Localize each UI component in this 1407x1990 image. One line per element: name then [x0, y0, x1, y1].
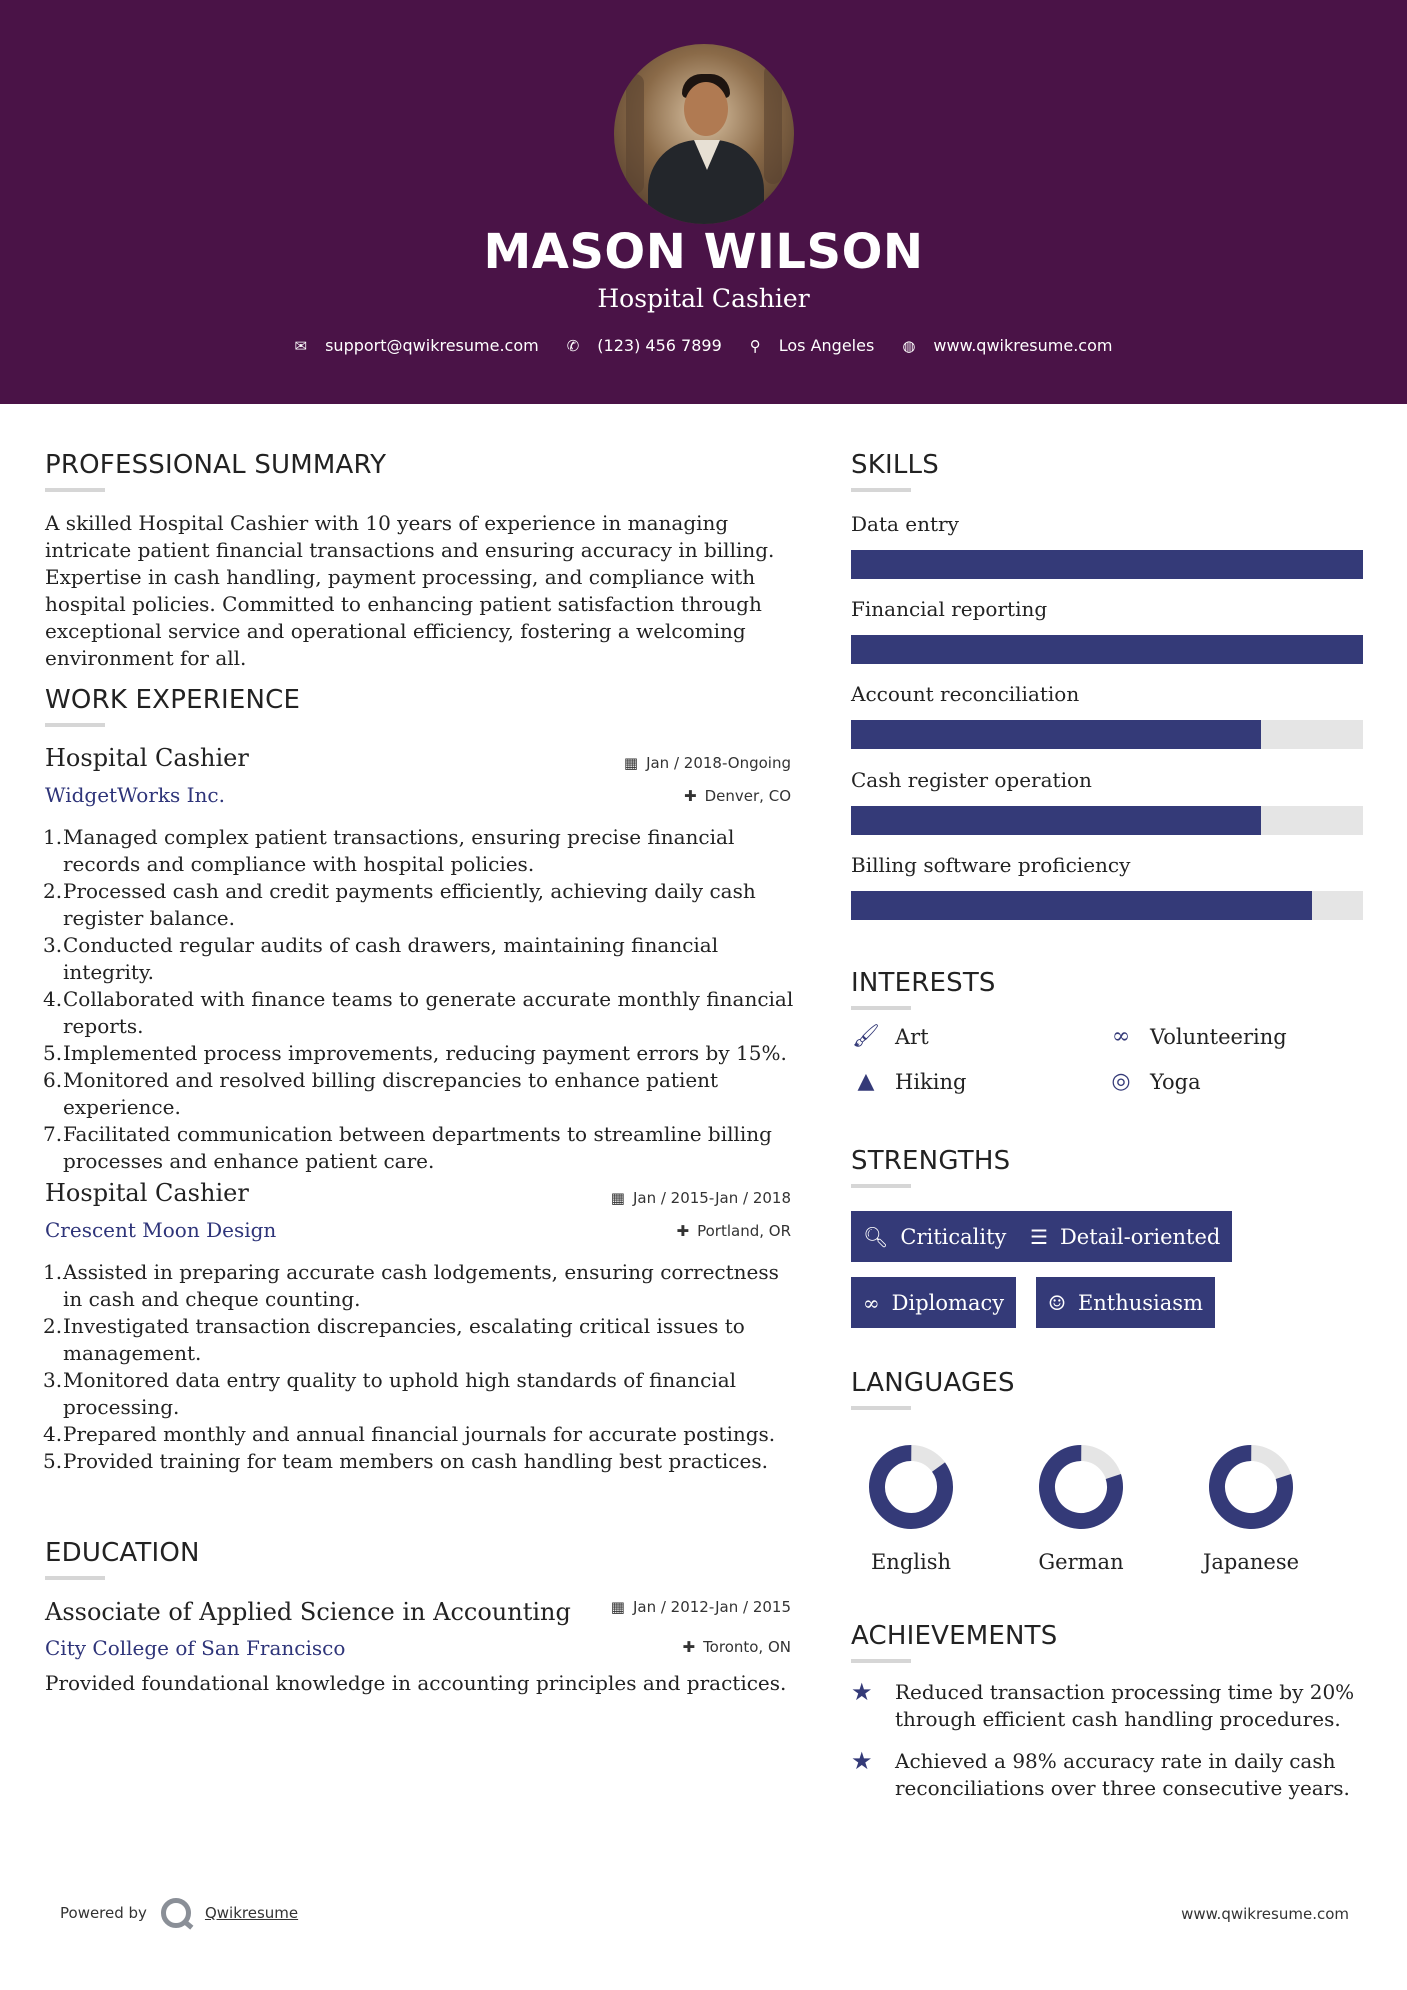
- skill-bar: [851, 720, 1363, 749]
- skill-bar: [851, 891, 1363, 920]
- qwikresume-logo-icon: [161, 1898, 191, 1928]
- job-date: ▦ Jan / 2015-Jan / 2018: [610, 1189, 791, 1207]
- interests-divider: [851, 1006, 911, 1010]
- language-donut: [866, 1442, 956, 1532]
- footer-branding: Powered by Qwikresume: [60, 1898, 298, 1928]
- job-company: WidgetWorks Inc.: [45, 783, 225, 807]
- contact-website[interactable]: ◍ www.qwikresume.com: [902, 336, 1113, 355]
- job-title: Hospital Cashier: [45, 744, 249, 772]
- education-heading: EDUCATION: [45, 1538, 200, 1568]
- calendar-icon: ▦: [610, 1189, 625, 1207]
- achievement-item: ★ Achieved a 98% accuracy rate in daily cash reconciliations over three consecutive years.: [851, 1747, 1350, 1800]
- shooting-star-icon: ★: [851, 1747, 873, 1775]
- education-description: Provided foundational knowledge in accounting principles and practices.: [45, 1671, 787, 1695]
- profile-photo: [614, 44, 794, 224]
- skill-bar: [851, 635, 1363, 664]
- list-item: Assisted in preparing accurate cash lodgements, ensuring correctness in cash and cheque counting.: [63, 1260, 779, 1311]
- experience-heading: WORK EXPERIENCE: [45, 685, 301, 715]
- interest-item-hiking: ▲ Hiking: [851, 1069, 966, 1094]
- achievements-heading: ACHIEVEMENTS: [851, 1621, 1058, 1651]
- footer-website[interactable]: www.qwikresume.com: [1181, 1905, 1349, 1923]
- calendar-icon: ▦: [610, 1598, 625, 1616]
- contact-bar: [0, 336, 1407, 355]
- envelope-icon: ✉: [294, 336, 308, 355]
- list-item: Conducted regular audits of cash drawers, maintaining financial integrity.: [63, 933, 719, 984]
- school-name: City College of San Francisco: [45, 1636, 346, 1660]
- languages-divider: [851, 1406, 911, 1410]
- achievement-item: ★ Reduced transaction processing time by 20% through efficient cash handling procedures.: [851, 1678, 1355, 1731]
- skills-heading: SKILLS: [851, 450, 939, 480]
- resume-header: [0, 0, 1407, 404]
- skill-bar-fill: [851, 806, 1261, 835]
- skill-bar: [851, 550, 1363, 579]
- calendar-icon: ▦: [623, 754, 639, 772]
- handshake-icon: ∞: [863, 1290, 880, 1315]
- list-item: Investigated transaction discrepancies, escalating critical issues to management.: [63, 1314, 745, 1365]
- language-item: [1181, 1442, 1321, 1574]
- shooting-star-icon: ★: [851, 1678, 873, 1706]
- interests-heading: INTERESTS: [851, 968, 996, 998]
- paintbrush-icon: 🖌︎: [852, 1024, 880, 1049]
- skill-bar-fill: [851, 720, 1261, 749]
- job-location: ✚ Portland, OR: [676, 1222, 791, 1240]
- education-date: ▦ Jan / 2012-Jan / 2015: [610, 1598, 791, 1616]
- pushpin-icon: ✚: [676, 1222, 690, 1240]
- education-divider: [45, 1576, 105, 1580]
- strength-badge: ∞ Diplomacy: [851, 1277, 1016, 1328]
- education-location: ✚ Toronto, ON: [682, 1638, 791, 1656]
- language-label: English: [870, 1550, 952, 1574]
- globe-icon: ◍: [902, 336, 916, 355]
- tree-icon: ▲: [857, 1069, 875, 1094]
- summary-heading: PROFESSIONAL SUMMARY: [45, 450, 387, 480]
- degree-title: Associate of Applied Science in Accounting: [45, 1598, 571, 1626]
- skill-label: Financial reporting: [851, 597, 1048, 621]
- phone-icon: ✆: [566, 336, 580, 355]
- skill-label: Data entry: [851, 512, 959, 536]
- contact-phone[interactable]: ✆ (123) 456 7899: [566, 336, 722, 355]
- list-item: Processed cash and credit payments efficiently, achieving daily cash register balance.: [63, 879, 756, 930]
- list-item: Monitored data entry quality to uphold high standards of financial processing.: [63, 1368, 737, 1419]
- language-label: German: [1038, 1550, 1124, 1574]
- list-item: Provided training for team members on cash handling best practices.: [63, 1449, 768, 1473]
- interest-item-volunteering: ∞ Volunteering: [1106, 1024, 1287, 1049]
- contact-location: ⚲ Los Angeles: [749, 336, 875, 355]
- language-item: [1011, 1442, 1151, 1574]
- skill-label: Cash register operation: [851, 768, 1092, 792]
- job-title: Hospital Cashier: [45, 1179, 249, 1207]
- list-item: Implemented process improvements, reducing payment errors by 15%.: [63, 1041, 787, 1065]
- list-item: Monitored and resolved billing discrepancies to enhance patient experience.: [63, 1068, 719, 1119]
- skill-label: Account reconciliation: [851, 682, 1080, 706]
- strengths-heading: STRENGTHS: [851, 1146, 1011, 1176]
- list-item: Facilitated communication between departments to streamline billing processes and enhance patient care.: [63, 1122, 772, 1173]
- search-icon: 🔍︎: [863, 1224, 889, 1249]
- skill-label: Billing software proficiency: [851, 853, 1131, 877]
- interest-item-yoga: ◎ Yoga: [1106, 1069, 1201, 1094]
- list-icon: ☰: [1030, 1224, 1048, 1249]
- strength-badge: ☰ Detail-oriented: [1018, 1211, 1232, 1262]
- smile-icon: ☺: [1048, 1290, 1066, 1315]
- job-date: ▦ Jan / 2018-Ongoing: [623, 754, 791, 772]
- candidate-name: MASON WILSON: [483, 224, 924, 280]
- candidate-title: Hospital Cashier: [597, 284, 810, 313]
- lifebuoy-icon: ◎: [1111, 1069, 1131, 1094]
- language-donut-fill: [1038, 1444, 1124, 1530]
- skills-divider: [851, 488, 911, 492]
- skill-bar-fill: [851, 891, 1312, 920]
- strengths-divider: [851, 1184, 911, 1188]
- pushpin-icon: ✚: [684, 787, 697, 805]
- languages-heading: LANGUAGES: [851, 1368, 1015, 1398]
- language-item: [841, 1442, 981, 1574]
- handshake-icon: ∞: [1111, 1024, 1131, 1049]
- list-item: Collaborated with finance teams to generate accurate monthly financial reports.: [63, 987, 794, 1038]
- strength-badge: 🔍︎ Criticality: [851, 1211, 1018, 1262]
- skill-bar: [851, 806, 1363, 835]
- skill-bar-fill: [851, 550, 1363, 579]
- job-company: Crescent Moon Design: [45, 1218, 277, 1242]
- language-donut: [1206, 1442, 1296, 1532]
- job-duties-list: [45, 824, 795, 1175]
- skill-bar-fill: [851, 635, 1363, 664]
- experience-divider: [45, 723, 105, 727]
- language-donut-fill: [866, 1442, 956, 1532]
- list-item: Managed complex patient transactions, ensuring precise financial records and compliance with hospital policies.: [63, 825, 735, 876]
- list-item: Prepared monthly and annual financial journals for accurate postings.: [63, 1422, 776, 1446]
- summary-text: A skilled Hospital Cashier with 10 years of experience in managing intricate patient financial transactions and ensuring accuracy in billing. Expertise in cash handling, payment processing, and compliance with hospital policies. Committed to enhancing patient satisfaction through exceptional service and operational efficiency, fostering a welcoming environment for all.: [45, 511, 775, 670]
- interest-item-art: 🖌︎ Art: [852, 1024, 929, 1049]
- job-duties-list: [45, 1259, 795, 1475]
- language-donut: [1036, 1442, 1126, 1532]
- contact-email[interactable]: ✉ support@qwikresume.com: [294, 336, 539, 355]
- language-label: Japanese: [1202, 1550, 1300, 1574]
- job-location: ✚ Denver, CO: [684, 787, 791, 805]
- strength-badge: ☺ Enthusiasm: [1036, 1277, 1215, 1328]
- summary-divider: [45, 488, 105, 492]
- qwikresume-link[interactable]: Qwikresume: [204, 1904, 299, 1922]
- language-donut-fill: [1208, 1444, 1294, 1530]
- pushpin-icon: ✚: [682, 1638, 696, 1656]
- achievements-divider: [851, 1659, 911, 1663]
- location-pin-icon: ⚲: [749, 336, 761, 355]
